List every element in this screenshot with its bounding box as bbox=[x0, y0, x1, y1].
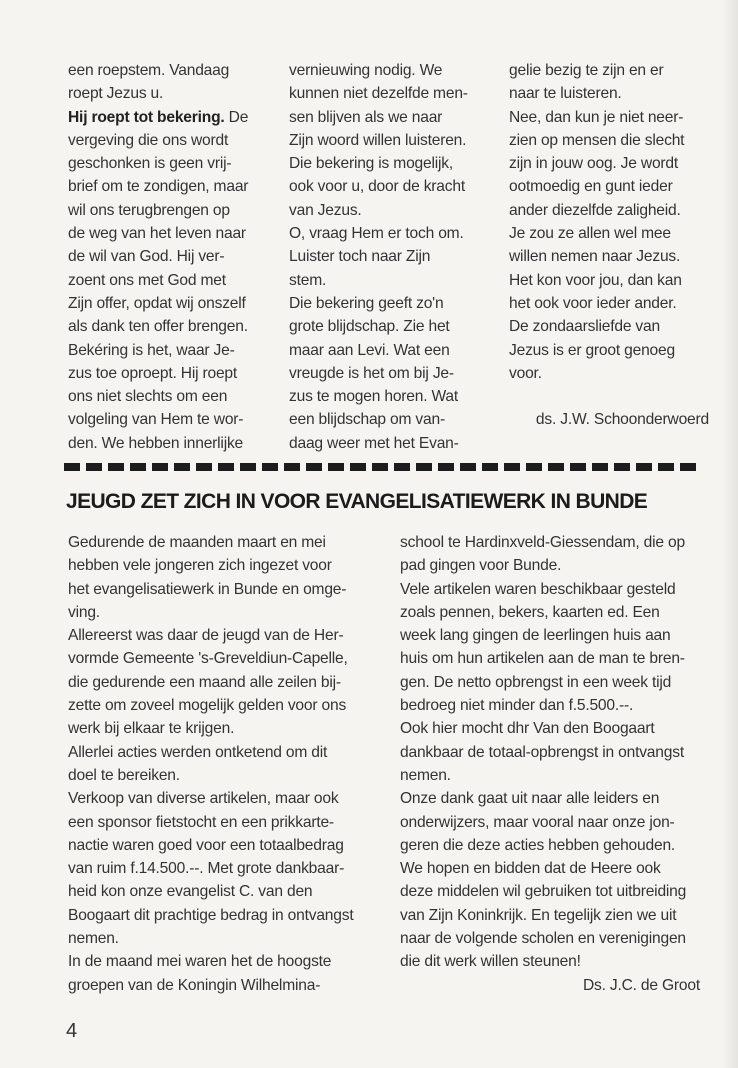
text-line: Het kon voor jou, dan kan bbox=[509, 271, 682, 289]
text-line: het evangelisatiewerk in Bunde en omge- bbox=[68, 580, 347, 598]
text-line: nemen. bbox=[400, 766, 451, 784]
text-line: van ruim f.14.500.--. Met grote dankbaar- bbox=[68, 860, 345, 878]
divider-dash bbox=[416, 463, 432, 471]
text-line: de weg van het leven naar bbox=[68, 225, 246, 243]
divider-dash bbox=[504, 463, 520, 471]
divider-dash bbox=[262, 463, 278, 471]
text-line: Allerlei acties werden ontketend om dit bbox=[68, 743, 328, 761]
text-line: Verkoop van diverse artikelen, maar ook bbox=[68, 790, 339, 808]
text-line: Je zou ze allen wel mee bbox=[509, 225, 671, 243]
divider-dash bbox=[284, 463, 300, 471]
text-line: een roepstem. Vandaag bbox=[68, 62, 230, 79]
article-column-a bbox=[68, 531, 368, 997]
divider-dash bbox=[108, 463, 124, 471]
text-line: roept Jezus u. bbox=[68, 85, 164, 103]
text-line: Onze dank gaat uit naar alle leiders en bbox=[400, 790, 660, 808]
text-line: een sponsor fietstocht en een prikkarte- bbox=[68, 813, 334, 831]
divider-dash bbox=[306, 463, 322, 471]
text-line: stem. bbox=[289, 271, 327, 289]
text-line: vormde Gemeente 's-Greveldiun-Capelle, bbox=[68, 650, 348, 668]
article-column-3 bbox=[509, 59, 709, 432]
text-line: die gedurende een maand alle zeilen bij- bbox=[68, 673, 341, 691]
article-column-b bbox=[400, 531, 700, 997]
article-column-2 bbox=[289, 59, 489, 455]
text-line: deze middelen wil gebruiken tot uitbreiding bbox=[400, 883, 687, 901]
divider-dash bbox=[86, 463, 102, 471]
text-line: de wil van God. Hij ver- bbox=[68, 248, 225, 266]
divider-dash bbox=[592, 463, 608, 471]
divider-dash bbox=[548, 463, 564, 471]
text-line: zijn in jouw oog. Je wordt bbox=[509, 155, 679, 173]
text-line: zus te mogen horen. Wat bbox=[289, 388, 459, 406]
text-line: ons niet slechts om een bbox=[68, 388, 228, 406]
divider-dash bbox=[614, 463, 630, 471]
text-line: school te Hardinxveld-Giessendam, die op bbox=[400, 534, 685, 551]
text-line: Gedurende de maanden maart en mei bbox=[68, 534, 326, 551]
text-line: vergeving die ons wordt bbox=[68, 131, 229, 149]
text-line: voor. bbox=[509, 364, 542, 382]
divider-dash bbox=[152, 463, 168, 471]
text-line: onderwijzers, maar vooral naar onze jon- bbox=[400, 813, 675, 831]
text-line: Vele artikelen waren beschikbaar gesteld bbox=[400, 580, 676, 598]
text-line: bedroeg niet minder dan f.5.500.--. bbox=[400, 697, 634, 715]
text-line: geschonken is geen vrij- bbox=[68, 155, 232, 173]
text-line: van Jezus. bbox=[289, 201, 362, 219]
text-line: brief om te zondigen, maar bbox=[68, 178, 249, 196]
text-line bbox=[509, 385, 709, 408]
text-line: zoent ons met God met bbox=[68, 271, 226, 289]
text-line: sen blijven als we naar bbox=[289, 108, 443, 126]
text-line: ander diezelfde zaligheid. bbox=[509, 201, 681, 219]
text-line: een blijdschap om van- bbox=[289, 411, 445, 429]
text-line: grote blijdschap. Zie het bbox=[289, 318, 450, 336]
divider-dash bbox=[174, 463, 190, 471]
author-signature: ds. J.W. Schoonderwoerd bbox=[535, 411, 709, 429]
text-line: kunnen niet dezelfde men- bbox=[289, 85, 468, 103]
divider-dash bbox=[482, 463, 498, 471]
page-number: 4 bbox=[66, 1020, 78, 1042]
divider-dash bbox=[438, 463, 454, 471]
text-line: naar te luisteren. bbox=[509, 85, 622, 103]
text-line: week lang gingen de leerlingen huis aan bbox=[400, 627, 671, 645]
text-line: Bekéring is het, waar Je- bbox=[68, 341, 235, 359]
text-line: nactie waren goed voor een totaalbedrag bbox=[68, 836, 344, 854]
text-line: Zijn woord willen luisteren. bbox=[289, 131, 467, 149]
text-line: heid kon onze evangelist C. van den bbox=[68, 883, 313, 901]
text-line: Zijn offer, opdat wij onszelf bbox=[68, 294, 246, 312]
divider-dash bbox=[570, 463, 586, 471]
text-line: zien op mensen die slecht bbox=[509, 131, 685, 149]
text-line: Allereerst was daar de jeugd van de Her- bbox=[68, 627, 344, 645]
divider-dash bbox=[64, 463, 80, 471]
text-line: Nee, dan kun je niet neer- bbox=[509, 108, 684, 126]
divider-dash bbox=[328, 463, 344, 471]
text-line: Boogaart dit prachtige bedrag in ontvangst bbox=[68, 906, 354, 924]
text-line: zus toe oproept. Hij roept bbox=[68, 364, 238, 382]
divider-dash bbox=[680, 463, 696, 471]
text-line: gen. De netto opbrengst in een week tijd bbox=[400, 673, 672, 691]
divider-dash bbox=[372, 463, 388, 471]
text-line: Ook hier mocht dhr Van den Boogaart bbox=[400, 720, 655, 738]
text-line: dankbaar de totaal-opbrengst in ontvangst bbox=[400, 743, 684, 761]
text-line: die dit werk willen steunen! bbox=[400, 953, 581, 971]
text-line: vreugde is het om bij Je- bbox=[289, 364, 454, 382]
text-line: zette om zoveel mogelijk gelden voor ons bbox=[68, 697, 347, 715]
text-line: maar aan Levi. Wat een bbox=[289, 341, 450, 359]
divider-dash bbox=[350, 463, 366, 471]
text-line: hebben vele jongeren zich ingezet voor bbox=[68, 557, 332, 575]
text-line: ving. bbox=[68, 603, 100, 621]
text-line: Jezus is er groot genoeg bbox=[509, 341, 675, 359]
text-fragment: De bbox=[224, 108, 249, 126]
text-line: Luister toch naar Zijn bbox=[289, 248, 431, 266]
text-line: pad gingen voor Bunde. bbox=[400, 557, 562, 575]
bold-phrase: Hij roept tot bekering. bbox=[68, 108, 225, 126]
text-line: zoals pennen, bekers, kaarten ed. Een bbox=[400, 603, 660, 621]
text-line: vernieuwing nodig. We bbox=[289, 62, 443, 79]
text-line: wil ons terugbrengen op bbox=[68, 201, 230, 219]
text-line: gelie bezig te zijn en er bbox=[509, 62, 664, 79]
text-line: van Zijn Koninkrijk. En tegelijk zien we uit bbox=[400, 906, 677, 924]
text-line: groepen van de Koningin Wilhelmina- bbox=[68, 976, 321, 994]
text-line: willen nemen naar Jezus. bbox=[509, 248, 681, 266]
text-line: als dank ten offer brengen. bbox=[68, 318, 248, 336]
article-column-1 bbox=[68, 59, 268, 455]
text-line: ootmoedig en gunt ieder bbox=[509, 178, 673, 196]
text-line: We hopen en bidden dat de Heere ook bbox=[400, 860, 661, 878]
divider-dash bbox=[130, 463, 146, 471]
section-divider bbox=[64, 463, 696, 473]
divider-dash bbox=[460, 463, 476, 471]
text-line: Die bekering geeft zo'n bbox=[289, 294, 444, 312]
divider-dash bbox=[240, 463, 256, 471]
text-line: geren die deze acties hebben gehouden. bbox=[400, 836, 676, 854]
divider-dash bbox=[218, 463, 234, 471]
text-line: ook voor u, door de kracht bbox=[289, 178, 465, 196]
text-line: volgeling van Hem te wor- bbox=[68, 411, 244, 429]
divider-dash bbox=[658, 463, 674, 471]
text-line: daag weer met het Evan- bbox=[289, 434, 459, 452]
text-line: In de maand mei waren het de hoogste bbox=[68, 953, 332, 971]
divider-dash bbox=[636, 463, 652, 471]
text-line: doel te bereiken. bbox=[68, 766, 180, 784]
text-line: O, vraag Hem er toch om. bbox=[289, 225, 464, 243]
divider-dash bbox=[526, 463, 542, 471]
text-line: De zondaarsliefde van bbox=[509, 318, 660, 336]
text-line bbox=[68, 106, 268, 129]
text-line: werk bij elkaar te krijgen. bbox=[68, 720, 235, 738]
author-signature: Ds. J.C. de Groot bbox=[582, 976, 700, 994]
article-headline: JEUGD ZET ZICH IN VOOR EVANGELISATIEWERK IN BUNDE bbox=[66, 490, 648, 513]
page-edge-shadow bbox=[722, 0, 738, 1068]
text-line: nemen. bbox=[68, 930, 119, 948]
text-line: het ook voor ieder ander. bbox=[509, 294, 677, 312]
text-line: den. We hebben innerlijke bbox=[68, 434, 244, 452]
divider-dash bbox=[394, 463, 410, 471]
text-line: naar de volgende scholen en verenigingen bbox=[400, 930, 686, 948]
text-line: huis om hun artikelen aan de man te bren- bbox=[400, 650, 685, 668]
divider-dash bbox=[196, 463, 212, 471]
text-line: Die bekering is mogelijk, bbox=[289, 155, 454, 173]
